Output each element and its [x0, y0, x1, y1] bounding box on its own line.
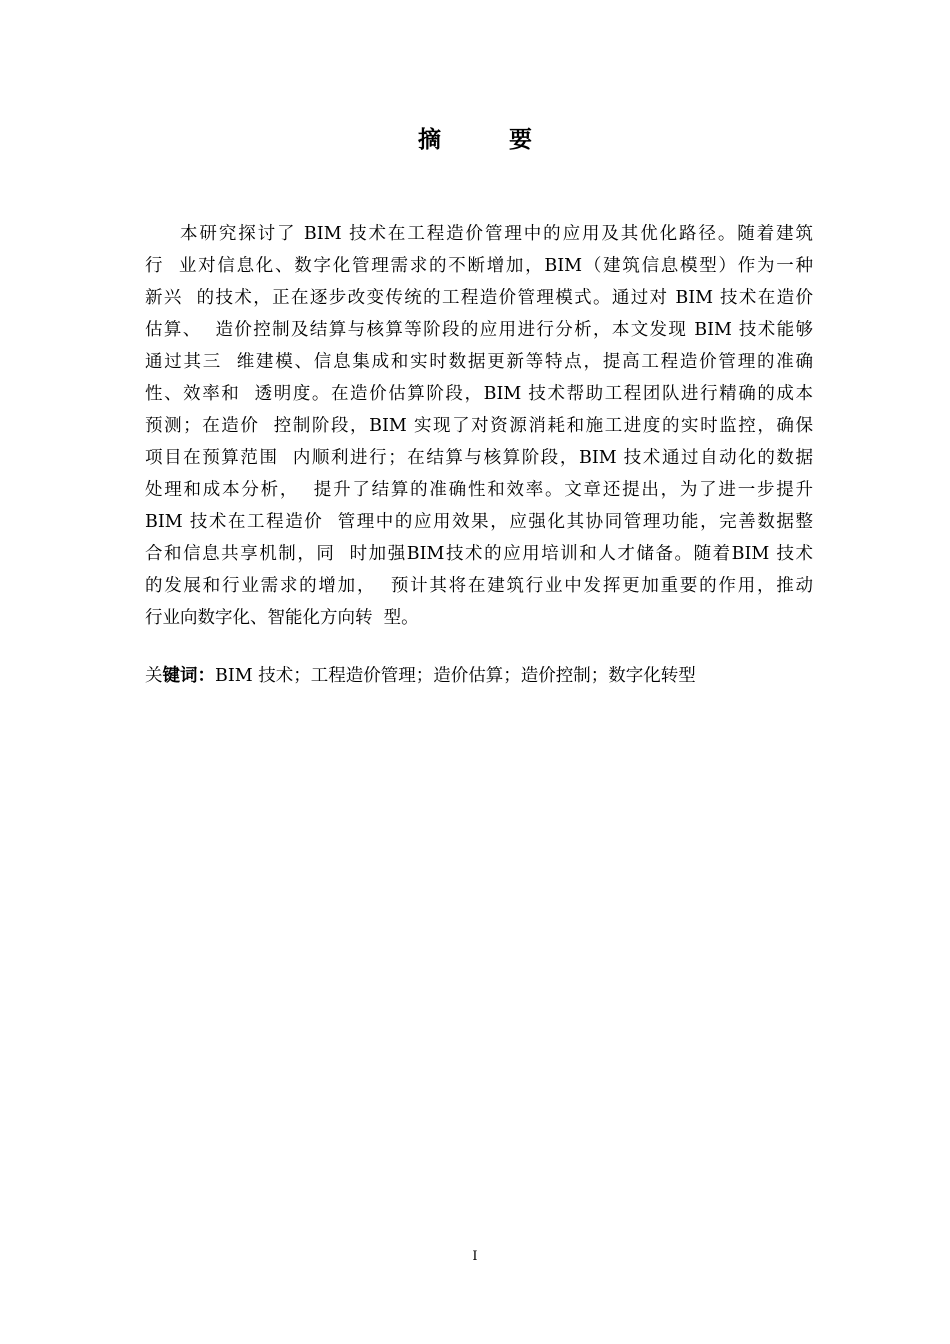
abstract-line: 新兴 的技术，正在逐步改变传统的工程造价管理模式。通过对 BIM 技术在造价	[145, 288, 813, 308]
abstract-line: 行业向数字化、智能化方向转 型。	[145, 608, 419, 628]
page-title: 摘 要	[417, 126, 562, 153]
abstract-line: BIM 技术在工程造价 管理中的应用效果，应强化其协同管理功能，完善数据整	[145, 512, 813, 532]
abstract-line: 预测；在造价 控制阶段，BIM 实现了对资源消耗和施工进度的实时监控，确保	[145, 416, 813, 436]
abstract-line: 性、效率和 透明度。在造价估算阶段，BIM 技术帮助工程团队进行精确的成本	[145, 384, 813, 404]
keywords-line	[145, 660, 813, 692]
keywords-items: BIM 技术；工程造价管理；造价估算；造价控制；数字化转型	[215, 666, 696, 686]
abstract-line: 处理和成本分析， 提升了结算的准确性和效率。文章还提出，为了进一步提升	[145, 480, 813, 500]
abstract-line: 估算、 造价控制及结算与核算等阶段的应用进行分析，本文发现 BIM 技术能够	[145, 320, 813, 340]
abstract-line: 合和信息共享机制，同 时加强BIM技术的应用培训和人才储备。随着BIM 技术	[145, 544, 813, 564]
abstract-body	[145, 218, 813, 634]
abstract-line: 的发展和行业需求的增加， 预计其将在建筑行业中发挥更加重要的作用，推动	[145, 576, 813, 596]
abstract-line: 通过其三 维建模、信息集成和实时数据更新等特点，提高工程造价管理的准确	[145, 352, 813, 372]
abstract-line: 本研究探讨了 BIM 技术在工程造价管理中的应用及其优化路径。随着建筑	[180, 224, 813, 244]
abstract-line: 行 业对信息化、数字化管理需求的不断增加，BIM（建筑信息模型）作为一种	[145, 256, 813, 276]
keywords-label-prefix: 关	[145, 666, 163, 686]
page-number: I	[472, 1249, 478, 1264]
abstract-line: 项目在预算范围 内顺利进行；在结算与核算阶段，BIM 技术通过自动化的数据	[145, 448, 813, 468]
keywords-label: 键词：	[162, 666, 215, 686]
